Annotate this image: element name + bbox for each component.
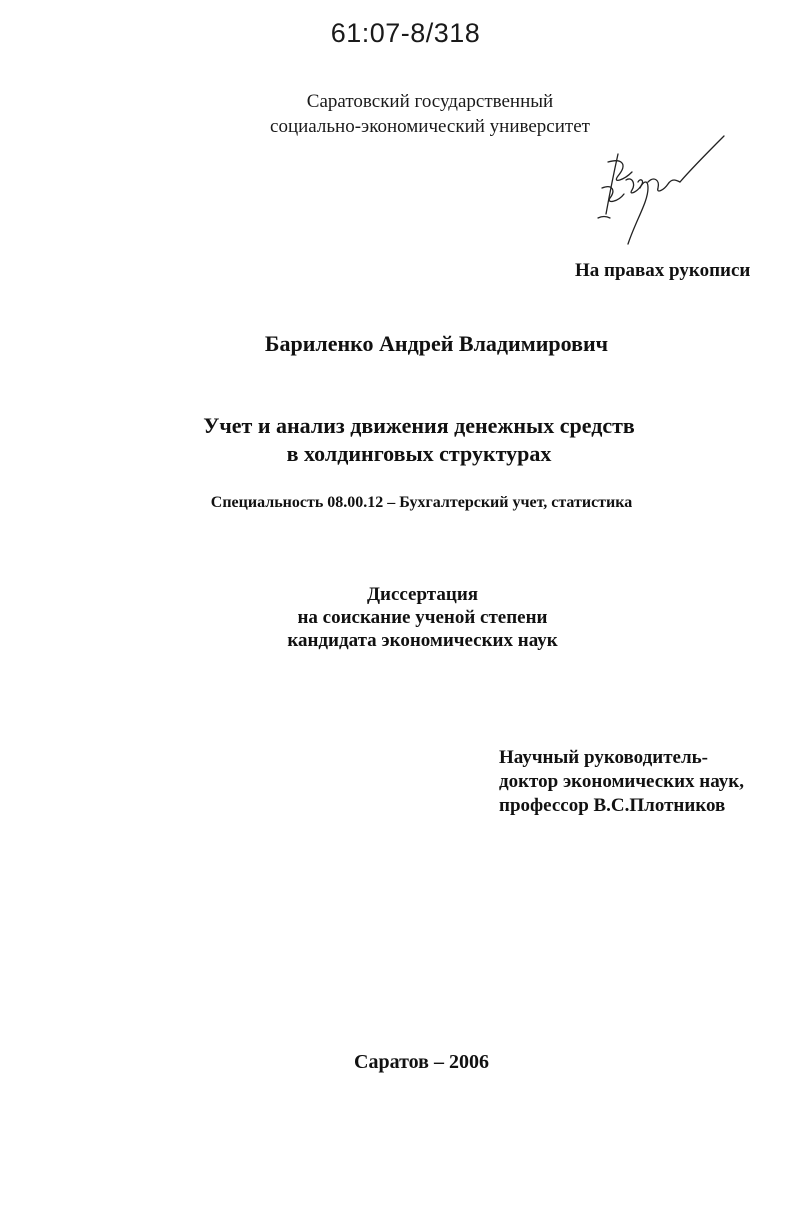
dissertation-title [0, 412, 793, 468]
advisor-line-3: профессор В.С.Плотников [499, 795, 726, 816]
title-line-2: в холдинговых структурах [286, 441, 552, 466]
title-line-1: Учет и анализ движения денежных средств [203, 413, 635, 438]
signature-icon [588, 132, 728, 250]
author-name: Бариленко Андрей Владимирович [264, 331, 609, 356]
university-line-1: Саратовский государственный [306, 91, 554, 112]
city-year: Саратов – 2006 [354, 1051, 489, 1073]
specialty: Специальность 08.00.12 – Бухгалтерский учет, статистика [210, 494, 633, 511]
degree-line-3: кандидата экономических наук [287, 630, 558, 651]
degree-line-2: на соискание ученой степени [297, 607, 548, 628]
university-line-2: социально-экономический университет [270, 116, 590, 137]
degree-line-1: Диссертация [366, 584, 479, 605]
advisor-line-1: Научный руководитель- [499, 747, 708, 768]
degree-block [0, 583, 793, 652]
manuscript-note: На правах рукописи [575, 260, 751, 281]
advisor-block [499, 746, 744, 818]
catalog-number: 61:07-8/318 [330, 18, 481, 48]
advisor-line-2: доктор экономических наук, [499, 771, 744, 792]
